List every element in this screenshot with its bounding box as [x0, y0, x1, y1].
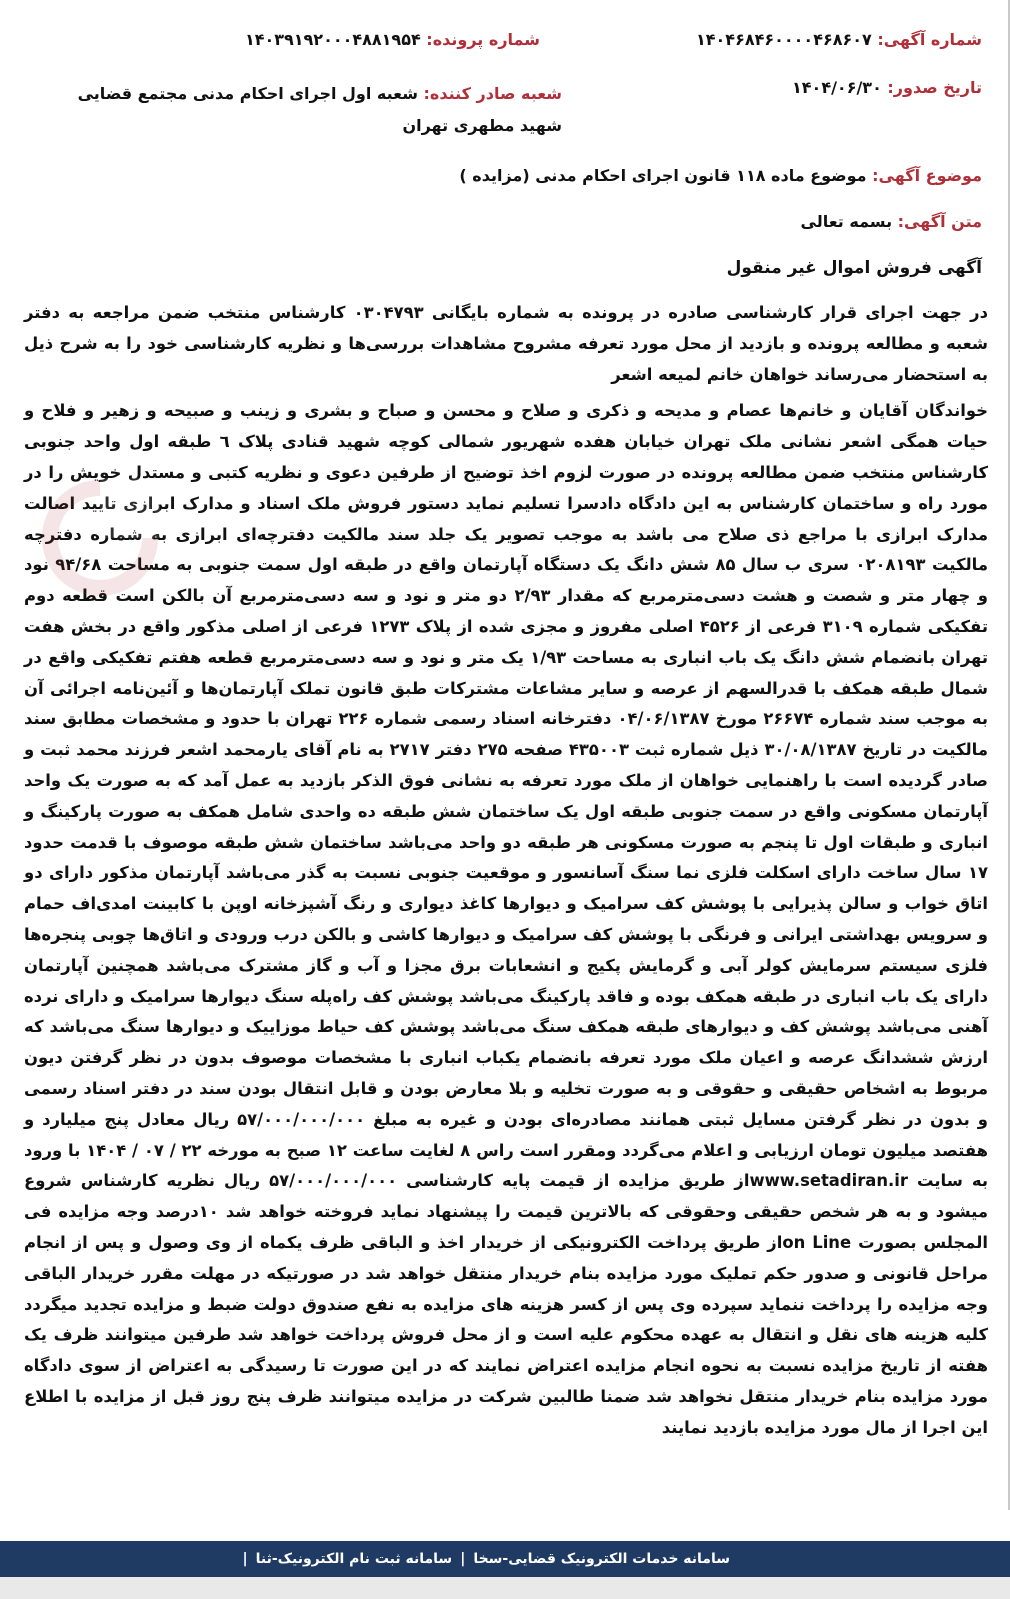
body-label: متن آگهی: [897, 212, 982, 231]
footer-links [243, 1551, 731, 1567]
footer-link-sakha[interactable]: سامانه خدمات الکترونیک قضایی-سخا [473, 1551, 730, 1567]
ad-number-value: ۱۴۰۴۶۸۴۶۰۰۰۰۴۶۸۶۰۷ [696, 30, 872, 49]
issuer-label: شعبه صادر کننده: [423, 84, 562, 103]
footer-strip [0, 1577, 1010, 1599]
notice-paragraph-1: در جهت اجرای قرار کارشناسی صادره در پرونده به شماره بایگانی ۰۳۰۴۷۹۳ کارشناس منتخب ضمن مراجعه به دفتر شعبه و مطالعه پرونده و بازدید از محل مورد تعرفه مشروح مشاهدات بررسی‌ها و نظریه کارشناسی خود را به شرح ذیل به استحضار می‌رساند خواهان خانم لمیعه اشعر [24, 303, 988, 384]
issuer-value: شعبه اول اجرای احکام مدنی مجتمع قضایی شهید مطهری تهران [77, 84, 562, 135]
footer-link-sana[interactable]: سامانه ثبت نام الکترونیک-ثنا [255, 1551, 453, 1567]
footer-separator: | [460, 1551, 466, 1567]
subject-row [459, 166, 982, 185]
body-label-row [801, 212, 982, 231]
ad-number-row [696, 30, 982, 49]
file-number-value: ۱۴۰۳۹۱۹۲۰۰۰۴۸۸۱۹۵۴ [244, 30, 421, 49]
ad-number-label: شماره آگهی: [877, 30, 982, 49]
issue-date-value: ۱۴۰۴/۰۶/۳۰ [792, 78, 882, 97]
notice-body [24, 298, 988, 1449]
subject-value: موضوع ماده ۱۱۸ قانون اجرای احکام مدنی (مزایده ) [459, 166, 867, 185]
notice-paragraph-2: خواندگان آقایان و خانم‌ها عصام و مدیحه و ذکری و صلاح و محسن و صباح و بشری و زینب و صبیحه و زهیر و فلاح و حیات همگی اشعر نشانی ملک تهران خیابان هفده شهریور شمالی کوچه شهید قنادی پلاک ٦ طبقه اول واحد جنوبی کارشناس منتخب ضمن مطالعه پرونده در صورت لزوم اخذ توضیح از طرفین دعوی و نظریه کتبی و مستدل خویش را در مورد راه و ساختمان کارشناس به این دادگاه دادسرا تسلیم نماید دستور فروش ملک اسناد و مدارک ابرازی تایید اصالت مدارک ابرازی با مراجع ذی صلاح می باشد به موجب تصویر یک جلد سند مالکیت دفترچه‌ای ابرازی به شماره دفترچه مالکیت ۰۲۰۸۱۹۳ سری ب سال ۸۵ شش دانگ یک دستگاه آپارتمان واقع در طبقه اول سمت جنوبی به مساحت ۹۴/۶۸ نود و چهار متر و شصت و هشت دسی‌مترمربع که مقدار ۲/۹۳ دو متر و نود و سه دسی‌مترمربع آن بالکن است قطعه دوم تفکیکی شماره ۳۱۰۹ فرعی از ۴۵۲۶ اصلی مفروز و مجزی شده از پلاک ۱۲۷۳ فرعی از اصلی مذکور واقع در بخش هفت تهران بانضمام شش دانگ یک باب انباری به مساحت ۱/۹۳ یک متر و نود و سه دسی‌مترمربع قطعه هفتم تفکیکی واقع در شمال طبقه همکف با قدرالسهم از عرصه و سایر مشاعات مشترکات طبق قانون تملک آپارتمان‌ها و آئین‌نامه اجرائی آن به موجب سند شماره ۲۶۶۷۴ مورخ ۰۴/۰۶/۱۳۸۷ دفترخانه اسناد رسمی شماره ۲۲۶ تهران با حدود و مشخصات مطابق سند مالکیت در تاریخ ۳۰/۰۸/۱۳۸۷ ذیل شماره ثبت ۴۳۵۰۰۳ صفحه ۲۷۵ دفتر ۲۷۱۷ به نام آقای یارمحمد اشعر فرزند محمد ثبت و صادر گردیده است با راهنمایی خواهان از ملک مورد تعرفه به نشانی فوق الذکر بازدید به عمل آمد که به صورت یک واحد آپارتمان مسکونی واقع در سمت جنوبی طبقه اول یک ساختمان شش طبقه ده واحدی شامل همکف به صورت پارکینگ و انباری و طبقات اول تا پنجم به صورت مسکونی هر طبقه دو واحد می‌باشد ساختمان شش طبقه موصوف با قدمت حدود ۱۷ سال ساخت دارای اسکلت فلزی نما سنگ آسانسور و موقعیت جنوبی نسبت به گذر می‌باشد آپارتمان مذکور دارای دو اتاق خواب و سالن پذیرایی با پوشش کف سرامیک و دیوارها کاغذ دیواری و رنگ آشپزخانه اوپن با کابینت امدی‌اف حمام و سرویس بهداشتی ایرانی و فرنگی با پوشش کف سرامیک و دیوارها کاشی و بالکن درب ورودی و اتاق‌ها چوبی پنجره‌ها فلزی سیستم سرمایش کولر آبی و گرمایش پکیج و انشعابات برق مجزا و آب و گاز مشترک می‌باشد همچنین آپارتمان دارای یک باب انباری در طبقه همکف بوده و فاقد پارکینگ می‌باشد پوشش کف راه‌پله سنگ دیوارها سرامیک و دارای نرده آهنی می‌باشد پوشش کف و دیوارهای طبقه همکف سنگ می‌باشد پوشش کف حیاط موزاییک و دیوارها سنگ می‌باشد که ارزش ششدانگ عرصه و اعیان ملک مورد تعرفه بانضمام یکباب انباری با مشخصات موصوف بدون در نظر گرفتن دیون مربوط به اشخاص حقیقی و حقوقی و به صورت تخلیه و بلا معارض بودن و قابل انتقال بودن سند در دفتر اسناد رسمی و بدون در نظر گرفتن مسایل ثبتی همانند مصادره‌ای بودن و غیره به مبلغ ۵۷/۰۰۰/۰۰۰/۰۰۰ ریال معادل پنج میلیارد و هفتصد میلیون تومان ارزیابی و اعلام می‌گردد ومقرر است راس ۸ لغایت ساعت ۱۲ صبح به مورخه ۲۲ / ۰۷ / ۱۴۰۴ با ورود به سایت www.setadiran.irاز طریق مزایده از قیمت پایه کارشناسی ۵۷/۰۰۰/۰۰۰/۰۰۰ ریال نظریه کارشناس شروع میشود و به هر شخص حقیقی وحقوقی که بالاترین قیمت را پیشنهاد نماید فروخته خواهد شد ۱۰درصد وجه مزایده فی المجلس بصورت on Lineاز طریق پرداخت الکترونیکی از خریدار اخذ و الباقی ظرف یکماه از وی وصول و پس از انجام مراحل قانونی و صدور حکم تملیک مورد مزایده بنام خریدار منتقل خواهد شد در صورتیکه در مهلت مقرر خریدار الباقی وجه مزایده را پرداخت ننماید سپرده وی پس از کسر هزینه های مزایده به نفع صندوق دولت ضبط و مزایده تجدید میگردد کلیه هزینه های نقل و انتقال به عهده محکوم علیه است و از محل فروش پرداخت خواهد شد طرفین میتوانند ظرف یک هفته از تاریخ مزایده نسبت به نحوه انجام مزایده اعتراض نمایند که در این صورت تا رسیدگی به اعتراض از سوی دادگاه مورد مزایده بنام خریدار منتقل نخواهد شد ضمنا طالبین شرکت در مزایده میتوانند ظرف پنج روز قبل از مزایده با اطلاع این اجرا از مال مورد مزایده بازدید نمایند [24, 401, 989, 1437]
file-number-row [245, 30, 540, 49]
issue-date-row [792, 78, 982, 97]
file-number-label: شماره پرونده: [426, 30, 540, 49]
issuer-row [42, 78, 562, 142]
issue-date-label: تاریخ صدور: [887, 78, 982, 97]
body-opening: بسمه تعالی [800, 212, 893, 231]
footer-bar [0, 1541, 1010, 1577]
footer-separator-end: | [242, 1551, 248, 1567]
subject-label: موضوع آگهی: [872, 166, 982, 185]
notice-title: آگهی فروش اموال غیر منقول [726, 258, 982, 278]
